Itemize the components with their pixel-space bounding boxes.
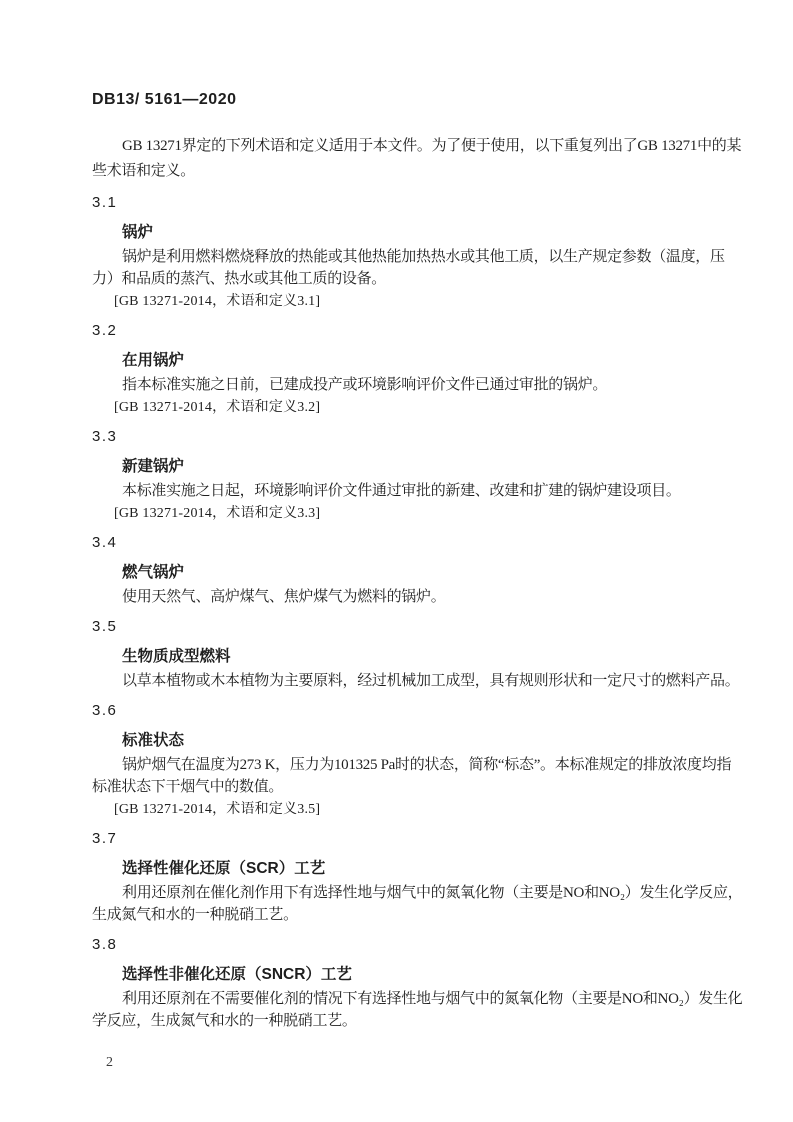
section-number: 3.2 [92,322,118,339]
term-section-3-3 [92,428,743,524]
term-title: 锅炉 [122,224,154,241]
term-definition: 以草本植物或木本植物为主要原料，经过机械加工成型，具有规则形状和一定尺寸的燃料产品。 [122,673,740,689]
term-definition: 利用还原剂在催化剂作用下有选择性地与烟气中的氮氧化物（主要是NO和NO₂）发生化学反应，生成氮气和水的一种脱硝工艺。 [92,885,743,923]
term-section-3-2 [92,322,743,418]
term-title: 生物质成型燃料 [122,648,231,665]
term-definition: 指本标准实施之日前，已建成投产或环境影响评价文件已通过审批的锅炉。 [122,377,608,393]
term-section-3-6 [92,702,743,820]
term-title: 燃气锅炉 [122,564,185,581]
intro-paragraph: GB 13271界定的下列术语和定义适用于本文件。为了便于使用，以下重复列出了GB 13271中的某些术语和定义。 [92,138,742,179]
term-title: 选择性非催化还原（SNCR）工艺 [122,966,352,983]
term-section-3-1 [92,194,743,312]
term-title: 在用锅炉 [122,352,185,369]
section-number: 3.6 [92,702,118,719]
term-section-3-5 [92,618,743,692]
page-number: 2 [106,1055,113,1070]
section-number: 3.8 [92,936,118,953]
term-section-3-4 [92,534,743,608]
term-title: 新建锅炉 [122,458,185,475]
section-number: 3.1 [92,194,118,211]
term-definition: 锅炉烟气在温度为273 K，压力为101325 Pa时的状态，简称“标态”。本标准规定的排放浓度均指标准状态下干烟气中的数值。 [92,757,732,795]
term-definition: 锅炉是利用燃料燃烧释放的热能或其他热能加热热水或其他工质，以生产规定参数（温度，压力）和品质的蒸汽、热水或其他工质的设备。 [92,249,725,287]
term-definition: 利用还原剂在不需要催化剂的情况下有选择性地与烟气中的氮氧化物（主要是NO和NO₂）发生化学反应，生成氮气和水的一种脱硝工艺。 [92,991,743,1029]
term-definition: 本标准实施之日起，环境影响评价文件通过审批的新建、改建和扩建的锅炉建设项目。 [122,483,681,499]
term-title: 标准状态 [122,732,185,749]
section-number: 3.5 [92,618,118,635]
term-definition: 使用天然气、高炉煤气、焦炉煤气为燃料的锅炉。 [122,589,446,605]
section-number: 3.4 [92,534,118,551]
term-section-3-8 [92,936,743,1032]
term-source-reference: [GB 13271-2014，术语和定义3.2] [114,400,321,415]
term-source-reference: [GB 13271-2014，术语和定义3.3] [114,506,321,521]
document-number-header: DB13/ 5161—2020 [92,91,237,108]
term-source-reference: [GB 13271-2014，术语和定义3.1] [114,294,321,309]
term-source-reference: [GB 13271-2014，术语和定义3.5] [114,802,321,817]
term-section-3-7 [92,830,743,926]
section-number: 3.7 [92,830,118,847]
section-number: 3.3 [92,428,118,445]
term-title: 选择性催化还原（SCR）工艺 [122,860,326,877]
